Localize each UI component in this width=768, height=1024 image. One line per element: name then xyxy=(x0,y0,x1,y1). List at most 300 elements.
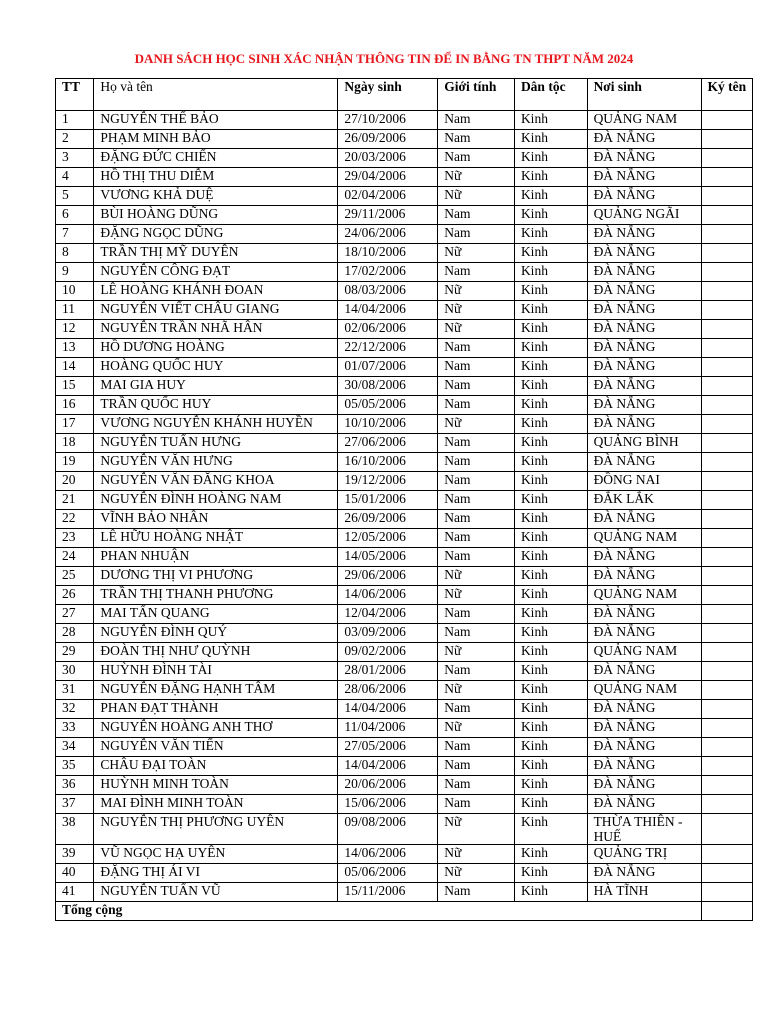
row-dob: 29/04/2006 xyxy=(338,168,438,187)
row-signature-cell xyxy=(701,776,752,795)
table-row xyxy=(56,548,753,567)
table-body xyxy=(56,111,753,902)
row-birthplace: ĐÀ NẴNG xyxy=(587,776,701,795)
row-ethnicity: Kinh xyxy=(514,301,587,320)
row-dob: 30/08/2006 xyxy=(338,377,438,396)
row-gender: Nữ xyxy=(438,719,515,738)
table-row xyxy=(56,149,753,168)
row-name: NGUYỄN ĐÌNH QUÝ xyxy=(94,624,338,643)
row-name: NGUYỄN ĐẶNG HẠNH TÂM xyxy=(94,681,338,700)
row-birthplace: ĐÀ NẴNG xyxy=(587,415,701,434)
row-tt: 33 xyxy=(56,719,94,738)
table-row xyxy=(56,643,753,662)
row-ethnicity: Kinh xyxy=(514,358,587,377)
row-gender: Nam xyxy=(438,149,515,168)
row-gender: Nam xyxy=(438,377,515,396)
row-tt: 25 xyxy=(56,567,94,586)
table-row xyxy=(56,586,753,605)
row-signature-cell xyxy=(701,187,752,206)
row-dob: 15/01/2006 xyxy=(338,491,438,510)
row-signature-cell xyxy=(701,845,752,864)
table-row xyxy=(56,358,753,377)
row-tt: 39 xyxy=(56,845,94,864)
row-name: MAI ĐÌNH MINH TOÀN xyxy=(94,795,338,814)
row-tt: 7 xyxy=(56,225,94,244)
row-gender: Nữ xyxy=(438,168,515,187)
row-signature-cell xyxy=(701,358,752,377)
row-gender: Nam xyxy=(438,130,515,149)
table-row xyxy=(56,757,753,776)
row-ethnicity: Kinh xyxy=(514,757,587,776)
table-row xyxy=(56,453,753,472)
row-birthplace: ĐÀ NẴNG xyxy=(587,624,701,643)
row-name: NGUYỄN ĐÌNH HOÀNG NAM xyxy=(94,491,338,510)
row-birthplace: ĐÀ NẴNG xyxy=(587,263,701,282)
row-birthplace: ĐÀ NẴNG xyxy=(587,700,701,719)
row-gender: Nam xyxy=(438,662,515,681)
row-gender: Nữ xyxy=(438,415,515,434)
row-dob: 05/05/2006 xyxy=(338,396,438,415)
row-gender: Nam xyxy=(438,206,515,225)
row-tt: 12 xyxy=(56,320,94,339)
table-row xyxy=(56,845,753,864)
table-row xyxy=(56,776,753,795)
row-gender: Nữ xyxy=(438,814,515,845)
row-signature-cell xyxy=(701,225,752,244)
table-row xyxy=(56,282,753,301)
row-ethnicity: Kinh xyxy=(514,225,587,244)
row-tt: 18 xyxy=(56,434,94,453)
row-signature-cell xyxy=(701,149,752,168)
row-signature-cell xyxy=(701,339,752,358)
table-row xyxy=(56,662,753,681)
row-ethnicity: Kinh xyxy=(514,111,587,130)
row-birthplace: ĐẮK LẮK xyxy=(587,491,701,510)
row-gender: Nam xyxy=(438,396,515,415)
row-birthplace: ĐÀ NẴNG xyxy=(587,130,701,149)
row-name: HỒ THỊ THU DIỄM xyxy=(94,168,338,187)
row-tt: 23 xyxy=(56,529,94,548)
row-dob: 27/05/2006 xyxy=(338,738,438,757)
row-tt: 21 xyxy=(56,491,94,510)
row-tt: 5 xyxy=(56,187,94,206)
row-dob: 24/06/2006 xyxy=(338,225,438,244)
header-tt: TT xyxy=(56,79,94,111)
row-ethnicity: Kinh xyxy=(514,548,587,567)
header-birthplace: Nơi sinh xyxy=(587,79,701,111)
row-gender: Nam xyxy=(438,776,515,795)
row-tt: 37 xyxy=(56,795,94,814)
row-ethnicity: Kinh xyxy=(514,130,587,149)
row-ethnicity: Kinh xyxy=(514,396,587,415)
row-dob: 03/09/2006 xyxy=(338,624,438,643)
total-label: Tổng cộng xyxy=(56,902,702,921)
row-birthplace: ĐÀ NẴNG xyxy=(587,864,701,883)
row-signature-cell xyxy=(701,700,752,719)
row-signature-cell xyxy=(701,883,752,902)
table-row xyxy=(56,814,753,845)
row-birthplace: QUẢNG NAM xyxy=(587,643,701,662)
row-birthplace: ĐÀ NẴNG xyxy=(587,339,701,358)
row-ethnicity: Kinh xyxy=(514,719,587,738)
table-row xyxy=(56,301,753,320)
row-ethnicity: Kinh xyxy=(514,845,587,864)
row-name: ĐOÀN THỊ NHƯ QUỲNH xyxy=(94,643,338,662)
table-row xyxy=(56,415,753,434)
table-row xyxy=(56,434,753,453)
row-name: NGUYỄN THẾ BẢO xyxy=(94,111,338,130)
row-tt: 35 xyxy=(56,757,94,776)
table-row xyxy=(56,377,753,396)
total-signature-cell xyxy=(701,902,752,921)
row-tt: 28 xyxy=(56,624,94,643)
row-name: NGUYỄN TRẦN NHÃ HÂN xyxy=(94,320,338,339)
row-dob: 15/06/2006 xyxy=(338,795,438,814)
row-gender: Nam xyxy=(438,472,515,491)
row-gender: Nữ xyxy=(438,282,515,301)
row-dob: 14/05/2006 xyxy=(338,548,438,567)
row-signature-cell xyxy=(701,301,752,320)
row-gender: Nam xyxy=(438,700,515,719)
row-gender: Nam xyxy=(438,339,515,358)
table-row xyxy=(56,225,753,244)
row-ethnicity: Kinh xyxy=(514,738,587,757)
row-gender: Nữ xyxy=(438,320,515,339)
row-dob: 14/04/2006 xyxy=(338,757,438,776)
row-name: BÙI HOÀNG DŨNG xyxy=(94,206,338,225)
row-signature-cell xyxy=(701,864,752,883)
row-ethnicity: Kinh xyxy=(514,491,587,510)
row-signature-cell xyxy=(701,396,752,415)
row-gender: Nữ xyxy=(438,864,515,883)
row-name: NGUYỄN TUẤN HƯNG xyxy=(94,434,338,453)
row-tt: 38 xyxy=(56,814,94,845)
student-table xyxy=(55,78,753,921)
row-name: MAI GIA HUY xyxy=(94,377,338,396)
row-signature-cell xyxy=(701,586,752,605)
row-name: NGUYỄN VĂN TIẾN xyxy=(94,738,338,757)
row-dob: 11/04/2006 xyxy=(338,719,438,738)
row-ethnicity: Kinh xyxy=(514,529,587,548)
row-dob: 14/04/2006 xyxy=(338,301,438,320)
row-name: NGUYỄN VIẾT CHÂU GIANG xyxy=(94,301,338,320)
row-gender: Nam xyxy=(438,795,515,814)
row-ethnicity: Kinh xyxy=(514,605,587,624)
row-birthplace: ĐÀ NẴNG xyxy=(587,795,701,814)
row-signature-cell xyxy=(701,643,752,662)
row-birthplace: QUẢNG TRỊ xyxy=(587,845,701,864)
row-ethnicity: Kinh xyxy=(514,263,587,282)
row-dob: 14/06/2006 xyxy=(338,845,438,864)
row-gender: Nam xyxy=(438,548,515,567)
row-tt: 15 xyxy=(56,377,94,396)
row-tt: 27 xyxy=(56,605,94,624)
table-row xyxy=(56,111,753,130)
header-ethnicity: Dân tộc xyxy=(514,79,587,111)
row-dob: 10/10/2006 xyxy=(338,415,438,434)
table-row xyxy=(56,681,753,700)
row-dob: 27/10/2006 xyxy=(338,111,438,130)
row-signature-cell xyxy=(701,548,752,567)
row-tt: 4 xyxy=(56,168,94,187)
row-ethnicity: Kinh xyxy=(514,662,587,681)
table-row xyxy=(56,339,753,358)
row-dob: 29/11/2006 xyxy=(338,206,438,225)
row-dob: 12/04/2006 xyxy=(338,605,438,624)
row-name: NGUYỄN THỊ PHƯƠNG UYÊN xyxy=(94,814,338,845)
row-name: HỒ DƯƠNG HOÀNG xyxy=(94,339,338,358)
row-signature-cell xyxy=(701,263,752,282)
table-row xyxy=(56,624,753,643)
row-name: LÊ HỮU HOÀNG NHẬT xyxy=(94,529,338,548)
row-name: PHAN NHUẬN xyxy=(94,548,338,567)
row-ethnicity: Kinh xyxy=(514,643,587,662)
row-tt: 32 xyxy=(56,700,94,719)
row-gender: Nam xyxy=(438,883,515,902)
row-gender: Nữ xyxy=(438,244,515,263)
row-tt: 16 xyxy=(56,396,94,415)
table-row xyxy=(56,472,753,491)
row-signature-cell xyxy=(701,491,752,510)
row-birthplace: ĐÀ NẴNG xyxy=(587,320,701,339)
row-gender: Nữ xyxy=(438,567,515,586)
row-name: MAI TẤN QUANG xyxy=(94,605,338,624)
row-dob: 16/10/2006 xyxy=(338,453,438,472)
row-signature-cell xyxy=(701,719,752,738)
row-signature-cell xyxy=(701,567,752,586)
row-birthplace: ĐÀ NẴNG xyxy=(587,453,701,472)
row-name: NGUYỄN CÔNG ĐẠT xyxy=(94,263,338,282)
row-dob: 09/08/2006 xyxy=(338,814,438,845)
row-name: HUỲNH MINH TOÀN xyxy=(94,776,338,795)
row-gender: Nam xyxy=(438,605,515,624)
row-birthplace: ĐÀ NẴNG xyxy=(587,168,701,187)
row-signature-cell xyxy=(701,377,752,396)
row-name: VƯƠNG NGUYỄN KHÁNH HUYỀN xyxy=(94,415,338,434)
row-name: VƯƠNG KHẢ DUỆ xyxy=(94,187,338,206)
row-name: VŨ NGỌC HẠ UYÊN xyxy=(94,845,338,864)
row-tt: 19 xyxy=(56,453,94,472)
row-birthplace: ĐÀ NẴNG xyxy=(587,187,701,206)
row-birthplace: QUẢNG NAM xyxy=(587,681,701,700)
table-row xyxy=(56,700,753,719)
table-row xyxy=(56,396,753,415)
row-dob: 29/06/2006 xyxy=(338,567,438,586)
row-dob: 27/06/2006 xyxy=(338,434,438,453)
row-dob: 22/12/2006 xyxy=(338,339,438,358)
table-row xyxy=(56,795,753,814)
row-signature-cell xyxy=(701,111,752,130)
row-dob: 19/12/2006 xyxy=(338,472,438,491)
row-gender: Nữ xyxy=(438,187,515,206)
row-birthplace: ĐÀ NẴNG xyxy=(587,244,701,263)
row-signature-cell xyxy=(701,244,752,263)
table-row xyxy=(56,168,753,187)
row-ethnicity: Kinh xyxy=(514,339,587,358)
table-row xyxy=(56,510,753,529)
row-tt: 2 xyxy=(56,130,94,149)
row-dob: 02/04/2006 xyxy=(338,187,438,206)
row-tt: 3 xyxy=(56,149,94,168)
row-name: NGUYỄN TUẤN VŨ xyxy=(94,883,338,902)
row-birthplace: QUẢNG NAM xyxy=(587,111,701,130)
row-ethnicity: Kinh xyxy=(514,883,587,902)
row-ethnicity: Kinh xyxy=(514,187,587,206)
header-gender: Giới tính xyxy=(438,79,515,111)
row-signature-cell xyxy=(701,529,752,548)
row-gender: Nữ xyxy=(438,643,515,662)
row-gender: Nam xyxy=(438,434,515,453)
row-birthplace: ĐÀ NẴNG xyxy=(587,567,701,586)
row-dob: 14/06/2006 xyxy=(338,586,438,605)
row-gender: Nam xyxy=(438,757,515,776)
row-dob: 05/06/2006 xyxy=(338,864,438,883)
table-row xyxy=(56,187,753,206)
row-ethnicity: Kinh xyxy=(514,244,587,263)
row-name: TRẦN QUỐC HUY xyxy=(94,396,338,415)
row-dob: 20/06/2006 xyxy=(338,776,438,795)
row-name: PHAN ĐẠT THÀNH xyxy=(94,700,338,719)
row-birthplace: ĐÀ NẴNG xyxy=(587,225,701,244)
row-dob: 12/05/2006 xyxy=(338,529,438,548)
table-row xyxy=(56,320,753,339)
row-dob: 17/02/2006 xyxy=(338,263,438,282)
row-tt: 6 xyxy=(56,206,94,225)
table-row xyxy=(56,244,753,263)
row-dob: 28/06/2006 xyxy=(338,681,438,700)
row-dob: 08/03/2006 xyxy=(338,282,438,301)
row-gender: Nữ xyxy=(438,681,515,700)
row-signature-cell xyxy=(701,662,752,681)
row-tt: 31 xyxy=(56,681,94,700)
table-header-row xyxy=(56,79,753,111)
row-birthplace: ĐÀ NẴNG xyxy=(587,301,701,320)
row-birthplace: ĐÀ NẴNG xyxy=(587,282,701,301)
row-birthplace: ĐÀ NẴNG xyxy=(587,662,701,681)
table-row xyxy=(56,883,753,902)
row-name: DƯƠNG THỊ VI PHƯƠNG xyxy=(94,567,338,586)
row-ethnicity: Kinh xyxy=(514,377,587,396)
row-signature-cell xyxy=(701,415,752,434)
row-tt: 17 xyxy=(56,415,94,434)
row-ethnicity: Kinh xyxy=(514,472,587,491)
row-name: TRẦN THỊ MỸ DUYÊN xyxy=(94,244,338,263)
row-gender: Nam xyxy=(438,453,515,472)
row-tt: 36 xyxy=(56,776,94,795)
row-signature-cell xyxy=(701,624,752,643)
row-ethnicity: Kinh xyxy=(514,282,587,301)
row-gender: Nam xyxy=(438,624,515,643)
row-ethnicity: Kinh xyxy=(514,320,587,339)
table-row xyxy=(56,864,753,883)
row-ethnicity: Kinh xyxy=(514,415,587,434)
row-signature-cell xyxy=(701,453,752,472)
row-tt: 1 xyxy=(56,111,94,130)
row-ethnicity: Kinh xyxy=(514,864,587,883)
row-ethnicity: Kinh xyxy=(514,776,587,795)
row-tt: 10 xyxy=(56,282,94,301)
row-dob: 02/06/2006 xyxy=(338,320,438,339)
row-signature-cell xyxy=(701,757,752,776)
row-name: PHẠM MINH BẢO xyxy=(94,130,338,149)
row-gender: Nam xyxy=(438,358,515,377)
row-dob: 28/01/2006 xyxy=(338,662,438,681)
row-birthplace: QUẢNG NGÃI xyxy=(587,206,701,225)
row-signature-cell xyxy=(701,472,752,491)
row-name: HUỲNH ĐÌNH TÀI xyxy=(94,662,338,681)
row-gender: Nữ xyxy=(438,301,515,320)
row-ethnicity: Kinh xyxy=(514,453,587,472)
row-dob: 15/11/2006 xyxy=(338,883,438,902)
row-tt: 40 xyxy=(56,864,94,883)
row-ethnicity: Kinh xyxy=(514,586,587,605)
row-name: ĐẶNG ĐỨC CHIẾN xyxy=(94,149,338,168)
table-row xyxy=(56,738,753,757)
page-title: DANH SÁCH HỌC SINH XÁC NHẬN THÔNG TIN ĐỂ IN BẰNG TN THPT NĂM 2024 xyxy=(134,51,634,66)
row-ethnicity: Kinh xyxy=(514,624,587,643)
row-signature-cell xyxy=(701,681,752,700)
row-name: CHÂU ĐẠI TOÀN xyxy=(94,757,338,776)
row-ethnicity: Kinh xyxy=(514,700,587,719)
row-tt: 13 xyxy=(56,339,94,358)
row-birthplace: ĐÀ NẴNG xyxy=(587,149,701,168)
row-ethnicity: Kinh xyxy=(514,681,587,700)
row-gender: Nữ xyxy=(438,586,515,605)
table-row xyxy=(56,263,753,282)
row-name: VĨNH BẢO NHÂN xyxy=(94,510,338,529)
header-signature: Ký tên xyxy=(701,79,752,111)
row-dob: 14/04/2006 xyxy=(338,700,438,719)
table-row xyxy=(56,130,753,149)
row-name: HOÀNG QUỐC HUY xyxy=(94,358,338,377)
row-birthplace: ĐÀ NẴNG xyxy=(587,738,701,757)
row-birthplace: ĐÀ NẴNG xyxy=(587,548,701,567)
header-name: Họ và tên xyxy=(94,79,338,111)
table-row xyxy=(56,719,753,738)
row-tt: 41 xyxy=(56,883,94,902)
row-birthplace: HÀ TĨNH xyxy=(587,883,701,902)
row-birthplace: ĐÀ NẴNG xyxy=(587,719,701,738)
row-signature-cell xyxy=(701,168,752,187)
row-name: NGUYỄN VĂN HƯNG xyxy=(94,453,338,472)
row-birthplace: ĐÀ NẴNG xyxy=(587,757,701,776)
row-birthplace: ĐÀ NẴNG xyxy=(587,358,701,377)
header-dob: Ngày sinh xyxy=(338,79,438,111)
row-signature-cell xyxy=(701,814,752,845)
row-tt: 20 xyxy=(56,472,94,491)
row-gender: Nữ xyxy=(438,845,515,864)
row-gender: Nam xyxy=(438,263,515,282)
row-gender: Nam xyxy=(438,225,515,244)
row-ethnicity: Kinh xyxy=(514,168,587,187)
row-name: TRẦN THỊ THANH PHƯƠNG xyxy=(94,586,338,605)
row-birthplace: THỪA THIÊN - HUẾ xyxy=(587,814,701,845)
row-dob: 26/09/2006 xyxy=(338,510,438,529)
row-birthplace: QUẢNG NAM xyxy=(587,586,701,605)
row-tt: 30 xyxy=(56,662,94,681)
table-row xyxy=(56,206,753,225)
row-ethnicity: Kinh xyxy=(514,434,587,453)
row-dob: 18/10/2006 xyxy=(338,244,438,263)
row-birthplace: QUẢNG NAM xyxy=(587,529,701,548)
row-dob: 09/02/2006 xyxy=(338,643,438,662)
row-birthplace: ĐÀ NẴNG xyxy=(587,605,701,624)
row-ethnicity: Kinh xyxy=(514,795,587,814)
row-ethnicity: Kinh xyxy=(514,510,587,529)
row-birthplace: QUẢNG BÌNH xyxy=(587,434,701,453)
row-signature-cell xyxy=(701,282,752,301)
row-signature-cell xyxy=(701,605,752,624)
